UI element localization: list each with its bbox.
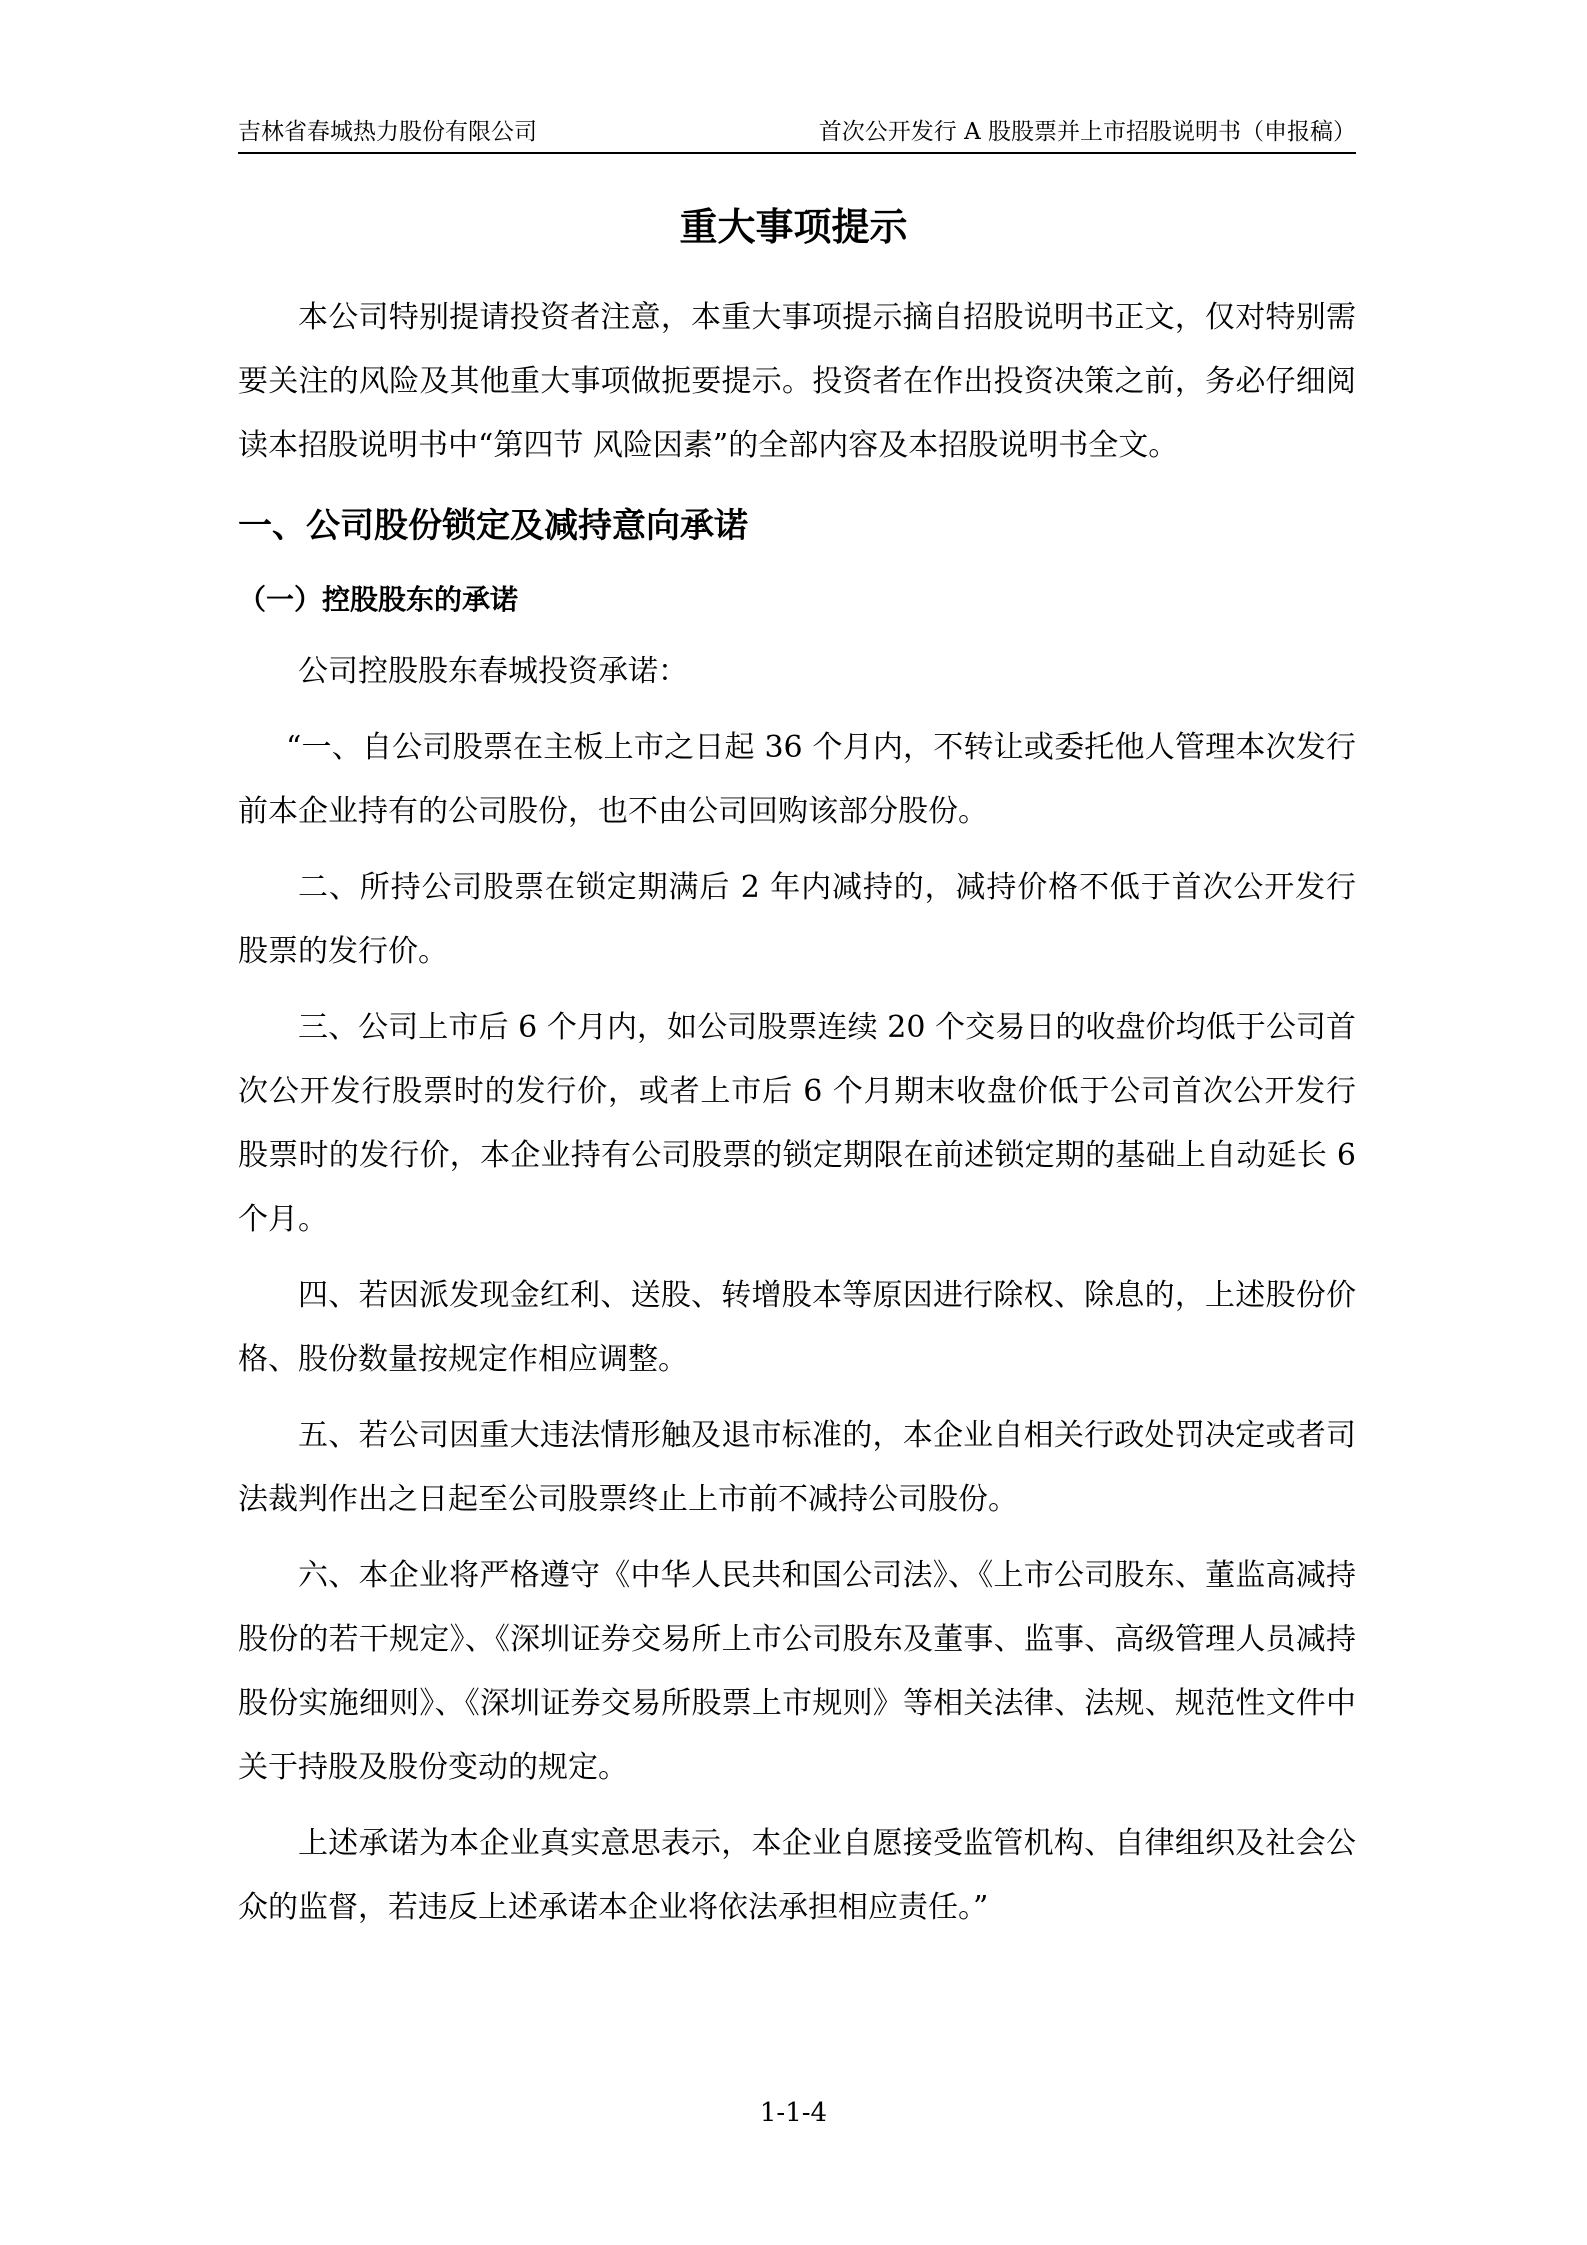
header-company: 吉林省春城热力股份有限公司 — [238, 119, 537, 145]
paragraph: 五、若公司因重大违法情形触及退市标准的，本企业自相关行政处罚决定或者司法裁判作出之日起至公司股票终止上市前不减持公司股份。 — [238, 1418, 1356, 1517]
paragraph: 四、若因派发现金红利、送股、转增股本等原因进行除权、除息的，上述股份价格、股份数量按规定作相应调整。 — [238, 1278, 1356, 1377]
paragraph: 二、所持公司股票在锁定期满后 2 年内减持的，减持价格不低于首次公开发行股票的发行价。 — [238, 870, 1356, 969]
paragraph: 三、公司上市后 6 个月内，如公司股票连续 20 个交易日的收盘价均低于公司首次公开发行股票时的发行价，或者上市后 6 个月期末收盘价低于公司首次公开发行股票时的发行价，本企业持有公司股票的锁定期限在前述锁定期的基础上自动延长 6 个月。 — [238, 1010, 1356, 1237]
page-number: 1-1-4 — [759, 2098, 828, 2128]
paragraph: “一、自公司股票在主板上市之日起 36 个月内，不转让或委托他人管理本次发行前本企业持有的公司股份，也不由公司回购该部分股份。 — [238, 730, 1356, 829]
intro-paragraph: 本公司特别提请投资者注意，本重大事项提示摘自招股说明书正文，仅对特别需要关注的风险及其他重大事项做扼要提示。投资者在作出投资决策之前，务必仔细阅读本招股说明书中“第四节 风险因素”的全部内容及本招股说明书全文。 — [238, 300, 1356, 463]
paragraph: 上述承诺为本企业真实意思表示，本企业自愿接受监管机构、自律组织及社会公众的监督，若违反上述承诺本企业将依法承担相应责任。” — [238, 1826, 1356, 1925]
page-header — [238, 110, 1356, 154]
section-heading: 一、公司股份锁定及减持意向承诺 — [238, 506, 748, 546]
page-title: 重大事项提示 — [679, 205, 908, 249]
header-doc-title: 首次公开发行 A 股股票并上市招股说明书（申报稿） — [818, 119, 1356, 145]
subsection-heading: （一）控股股东的承诺 — [238, 583, 519, 616]
lead-paragraph: 公司控股股东春城投资承诺： — [298, 654, 688, 689]
document-body — [238, 286, 1356, 1940]
paragraph: 六、本企业将严格遵守《中华人民共和国公司法》、《上市公司股东、董监高减持股份的若干规定》、《深圳证券交易所上市公司股东及董事、监事、高级管理人员减持股份实施细则》、《深圳证券交易所股票上市规则》等相关法律、法规、规范性文件中关于持股及股份变动的规定。 — [238, 1558, 1356, 1785]
